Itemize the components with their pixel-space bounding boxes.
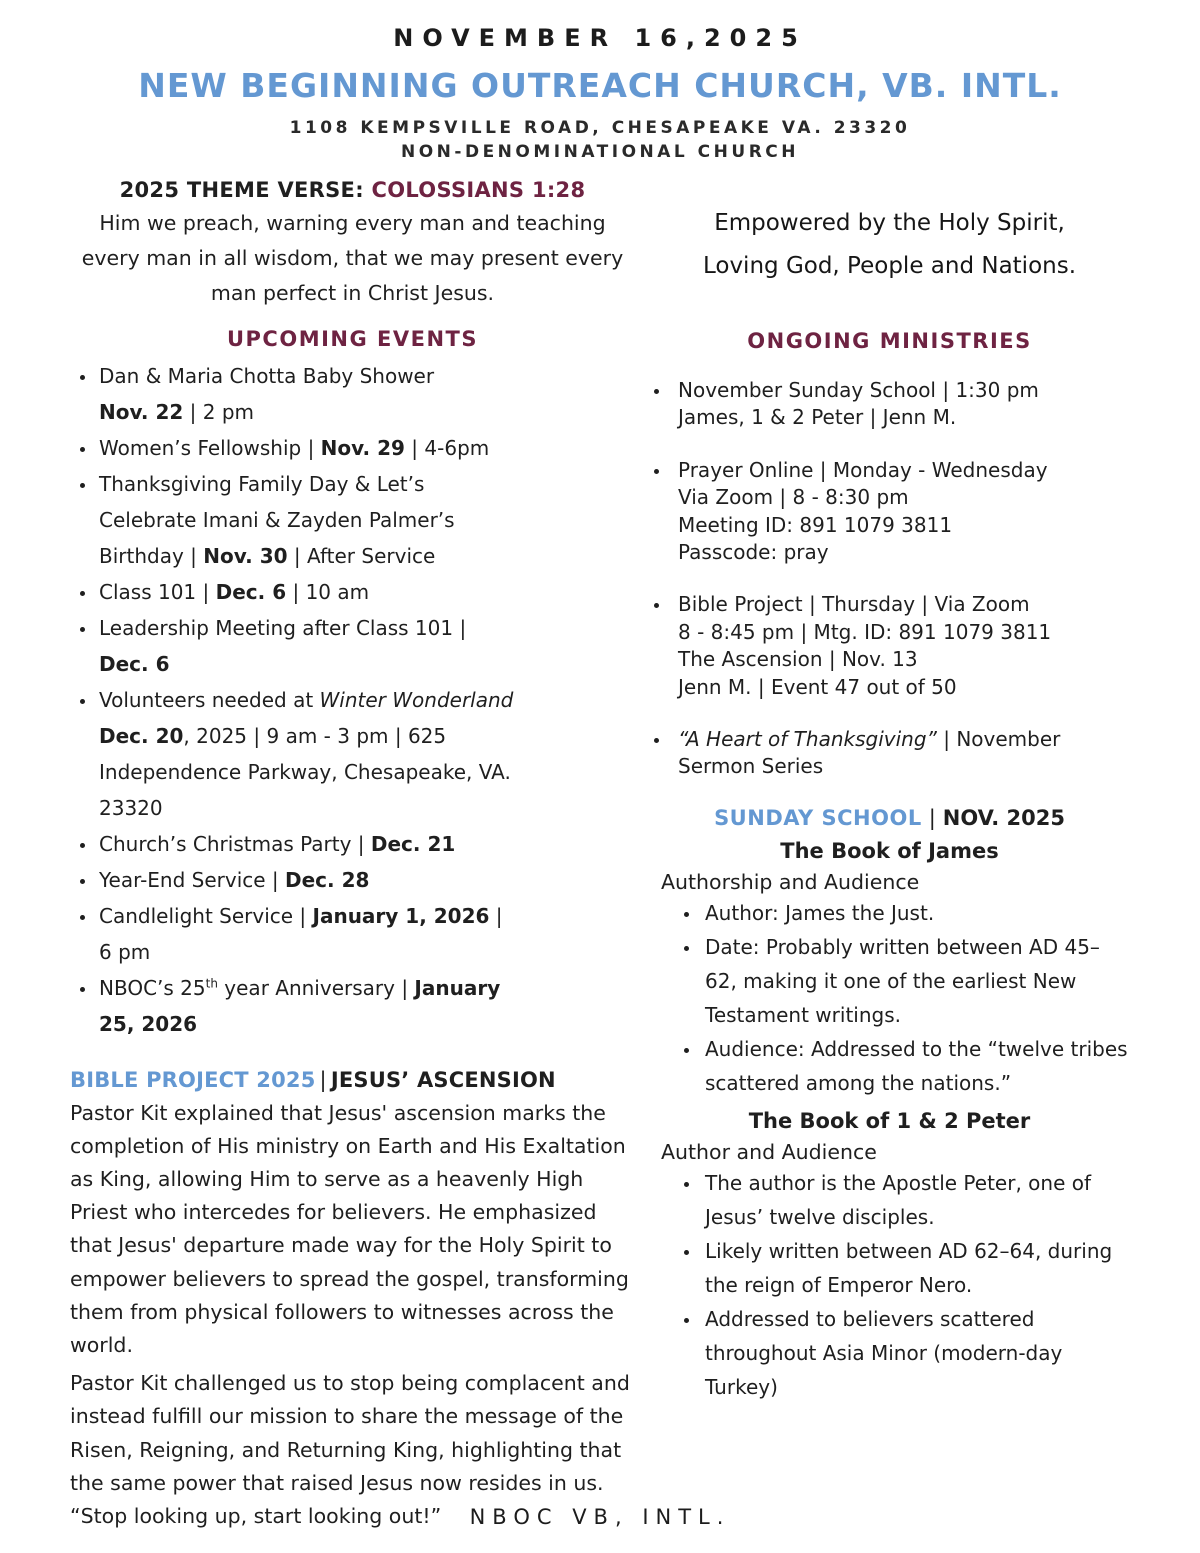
study-item: • Likely written between AD 62–64, during the reign of Emperor Nero. xyxy=(701,1234,1130,1302)
peter-study-list xyxy=(649,1166,1130,1404)
event-item: • NBOC’s 25th year Anniversary | January 25, 2026 xyxy=(97,970,635,1042)
upcoming-events-heading: UPCOMING EVENTS xyxy=(226,326,478,351)
bible-project-heading xyxy=(70,1068,635,1092)
ministry-item: • “A Heart of Thanksgiving” | November Sermon Series xyxy=(671,726,1130,781)
bible-project-section xyxy=(70,1068,635,1534)
right-column xyxy=(645,178,1130,1533)
ministry-item: • Prayer Online | Monday - Wednesday Via Zoom | 8 - 8:30 pm Meeting ID: 891 1079 3811 Passcode: pray xyxy=(671,457,1130,567)
james-study-list xyxy=(649,896,1130,1100)
sunday-school-title-blue: SUNDAY SCHOOL xyxy=(714,805,922,830)
sunday-school-heading xyxy=(649,806,1130,830)
event-item: • Leadership Meeting after Class 101 | Dec. 6 xyxy=(97,610,635,682)
event-item: • Dan & Maria Chotta Baby Shower Nov. 22 | 2 pm xyxy=(97,358,635,430)
ongoing-ministries-section xyxy=(649,329,1130,781)
theme-verse-section xyxy=(70,178,635,311)
footer-text: NBOC VB, INTL. xyxy=(469,1505,731,1529)
study-item: • Date: Probably written between AD 45–62, making it one of the earliest New Testament writings. xyxy=(701,930,1130,1032)
event-item: • Church’s Christmas Party | Dec. 21 xyxy=(97,826,635,862)
theme-verse-text: Him we preach, warning every man and teaching every man in all wisdom, that we may present every man perfect in Christ Jesus. xyxy=(81,211,624,305)
theme-verse-heading xyxy=(70,178,635,202)
event-item: • Thanksgiving Family Day & Let’s Celebrate Imani & Zayden Palmer’s Birthday | Nov. 30 | After Service xyxy=(97,466,635,574)
ongoing-ministries-heading: ONGOING MINISTRIES xyxy=(747,329,1032,354)
bible-project-paragraph-1: Pastor Kit explained that Jesus' ascension marks the completion of His ministry on Earth and His Exaltation as King, allowing Him to serve as a heavenly High Priest who intercedes for believers. He emphasized that Jesus' departure made way for the Holy Spirit to empower believers to spread the gospel, transforming them from physical followers to witnesses across the world. xyxy=(70,1100,629,1357)
bible-project-paragraph-2: Pastor Kit challenged us to stop being complacent and instead fulfill our mission to share the message of the Risen, Reigning, and Returning King, highlighting that the same power that raised Jesus now resides in us. “Stop looking up, start looking out!” xyxy=(70,1371,630,1528)
sunday-school-section xyxy=(649,806,1130,1404)
event-item: • Year-End Service | Dec. 28 xyxy=(97,862,635,898)
motto-line-2: Loving God, People and Nations. xyxy=(702,252,1077,279)
study-item: • Audience: Addressed to the “twelve tribes scattered among the nations.” xyxy=(701,1032,1130,1100)
james-subtitle: Authorship and Audience xyxy=(661,869,920,894)
sunday-school-title-black: NOV. 2025 xyxy=(942,805,1065,830)
bible-project-title-blue: BIBLE PROJECT 2025 xyxy=(70,1067,316,1092)
study-item: • Addressed to believers scattered throughout Asia Minor (modern-day Turkey) xyxy=(701,1302,1130,1404)
motto-line-1: Empowered by the Holy Spirit, xyxy=(714,210,1065,236)
content-columns xyxy=(0,178,1200,1533)
peter-subtitle: Author and Audience xyxy=(661,1139,877,1164)
ongoing-ministries-list xyxy=(649,377,1130,781)
event-item: • Women’s Fellowship | Nov. 29 | 4-6pm xyxy=(97,430,635,466)
event-item: • Volunteers needed at Winter Wonderland Dec. 20, 2025 | 9 am - 3 pm | 625 Independence Parkway, Chesapeake, VA. 23320 xyxy=(97,682,635,826)
event-item: • Class 101 | Dec. 6 | 10 am xyxy=(97,574,635,610)
book-of-peter-title: The Book of 1 & 2 Peter xyxy=(748,1108,1031,1133)
study-item: • Author: James the Just. xyxy=(701,896,1130,930)
bible-project-separator: | xyxy=(319,1067,327,1092)
left-column xyxy=(70,178,635,1533)
ministry-item: • Bible Project | Thursday | Via Zoom 8 - 8:45 pm | Mtg. ID: 891 1079 3811 The Ascension | Nov. 13 Jenn M. | Event 47 out of 50 xyxy=(671,591,1130,701)
header xyxy=(0,0,1200,162)
book-of-james-title: The Book of James xyxy=(780,838,999,863)
church-name: NEW BEGINNING OUTREACH CHURCH, VB. INTL. xyxy=(138,66,1062,105)
ministry-item: • November Sunday School | 1:30 pm James, 1 & 2 Peter | Jenn M. xyxy=(671,377,1130,432)
upcoming-events-section xyxy=(70,327,635,1042)
church-address: 1108 KEMPSVILLE ROAD, CHESAPEAKE VA. 23320 xyxy=(289,118,911,138)
church-type: NON-DENOMINATIONAL CHURCH xyxy=(401,142,799,162)
theme-verse-reference: COLOSSIANS 1:28 xyxy=(371,178,586,202)
event-item: • Candlelight Service | January 1, 2026 | 6 pm xyxy=(97,898,635,970)
date-heading: NOVEMBER 16,2025 xyxy=(393,24,807,52)
study-item: • The author is the Apostle Peter, one of Jesus’ twelve disciples. xyxy=(701,1166,1130,1234)
upcoming-events-list xyxy=(70,358,635,1042)
motto xyxy=(649,202,1130,287)
sunday-school-separator: | xyxy=(928,805,936,830)
theme-verse-label: 2025 THEME VERSE: xyxy=(119,178,364,202)
bible-project-title-black: JESUS’ ASCENSION xyxy=(330,1067,556,1092)
